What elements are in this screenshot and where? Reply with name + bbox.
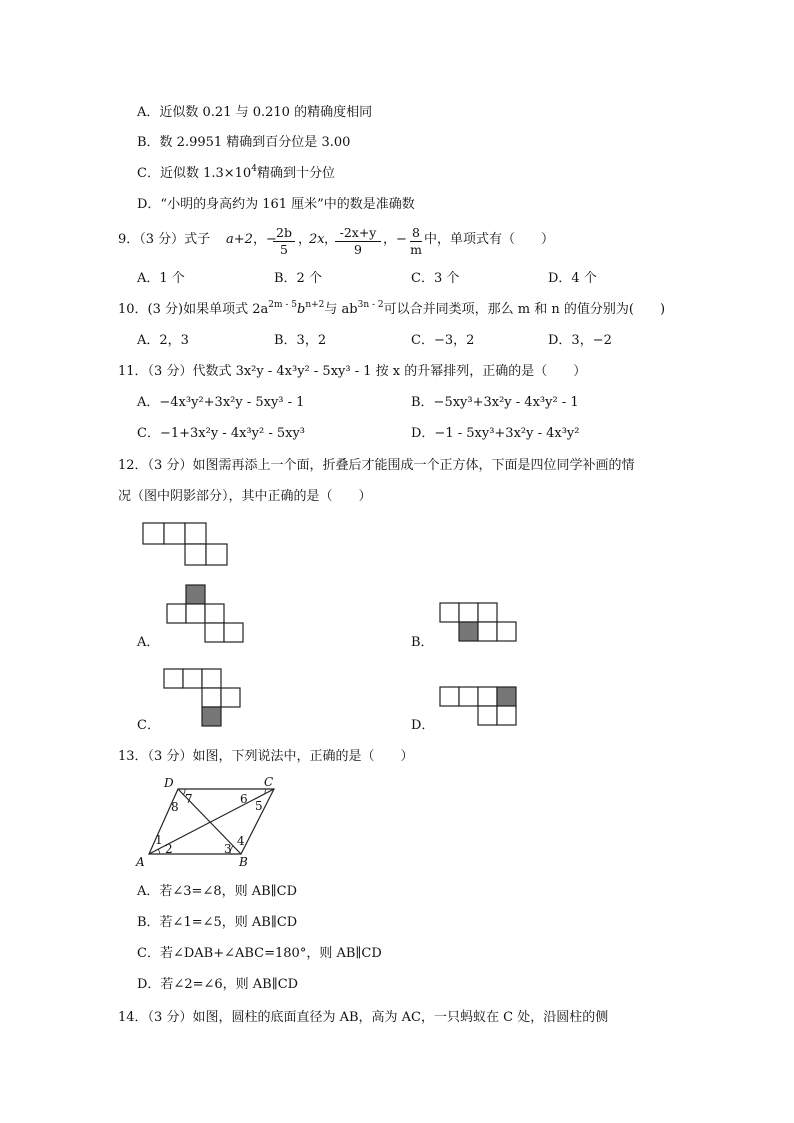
q9-frac3-num: 8 (410, 226, 422, 242)
q12-option-d-figure (439, 686, 519, 728)
q13-option-c: C．若∠DAB+∠ABC=180°，则 AB∥CD (137, 946, 382, 961)
label-vertex-c: C (264, 775, 274, 789)
q12-option-c-figure (163, 668, 243, 730)
q8-option-c-exp: 4 (251, 164, 257, 174)
q9-option-d: D．4 个 (548, 271, 597, 286)
q10-stem-mid: 与 ab (324, 302, 358, 317)
q12-option-c-label: C． (137, 718, 160, 733)
q8-option-a: A．近似数 0.21 与 0.210 的精确度相同 (137, 105, 373, 120)
q9-sep4: ，− (383, 232, 407, 247)
q9-sep1: ，− (253, 232, 277, 247)
q8-option-c (137, 166, 335, 182)
q12-option-a-figure (165, 584, 247, 646)
q9-fraction-3 (410, 226, 422, 257)
q10-exp2: n+2 (305, 300, 325, 310)
label-vertex-d: D (164, 776, 174, 790)
q13-option-d: D．若∠2=∠6，则 AB∥CD (137, 977, 299, 992)
q11-option-b: B．−5xy³+3x²y - 4x³y² - 1 (411, 395, 579, 410)
q11-option-d: D．−1 - 5xy³+3x²y - 4x³y² (411, 426, 580, 441)
q9-expr1: a+2 (226, 232, 253, 247)
q10-option-c: C．−3，2 (411, 333, 475, 348)
q12-option-b-figure (439, 602, 519, 644)
q10-option-b: B．3，2 (274, 333, 327, 348)
q11-option-c: C．−1+3x²y - 4x³y² - 5xy³ (137, 426, 306, 441)
q9-sep2: ， (298, 232, 312, 247)
q10-option-d: D．3，−2 (548, 333, 612, 348)
q11-stem: 11．（3 分）代数式 3x²y - 4x³y² - 5xy³ - 1 按 x 的升幂排列，正确的是（ ） (118, 364, 587, 379)
q9-frac3-den: m (410, 242, 422, 257)
q11-option-a: A．−4x³y²+3x²y - 5xy³ - 1 (137, 395, 305, 410)
label-angle-8: 8 (171, 800, 179, 814)
q8-option-c-pre: C．近似数 1.3×10 (137, 166, 252, 181)
q10-exp3: 3n - 2 (357, 300, 384, 310)
angle-arc-2 (158, 849, 160, 854)
label-angle-2: 2 (165, 842, 173, 856)
q9-option-b: B．2 个 (274, 271, 322, 286)
label-angle-6: 6 (240, 792, 248, 806)
q12-option-a-label: A． (137, 635, 160, 650)
label-angle-5: 5 (255, 799, 263, 813)
q10-stem (118, 302, 665, 318)
q14-stem: 14．（3 分）如图，圆柱的底面直径为 AB，高为 AC，一只蚂蚁在 C 处，沿圆柱的侧 (118, 1010, 609, 1025)
q10-exp1: 2m - 5 (268, 300, 297, 310)
q12-stem-line1: 12．（3 分）如图需再添上一个面，折叠后才能围成一个正方体，下面是四位同学补画的情 (118, 458, 635, 473)
label-angle-4: 4 (237, 834, 245, 848)
q8-option-d: D．“小明的身高约为 161 厘米”中的数是准确数 (137, 197, 415, 212)
q9-option-a: A．1 个 (137, 271, 185, 286)
q13-option-a: A．若∠3=∠8，则 AB∥CD (137, 884, 298, 899)
q9-prefix: 9．（3 分）式子 (118, 232, 211, 247)
q10-option-a: A．2，3 (137, 333, 189, 348)
q9-expr3: 2x (309, 232, 325, 247)
q10-b-letter: b (297, 302, 306, 317)
label-vertex-b: B (239, 855, 248, 869)
q9-fraction-1 (273, 226, 295, 257)
q10-stem-pre: 10．(3 分)如果单项式 2a (118, 302, 269, 317)
q12-option-b-label: B． (411, 635, 434, 650)
q13-stem: 13．（3 分）如图，下列说法中，正确的是（ ） (118, 749, 414, 764)
q9-sep3: ， (324, 232, 338, 247)
q12-base-net-figure (142, 522, 232, 568)
q8-option-c-post: 精确到十分位 (256, 166, 335, 181)
q9-fraction-2 (335, 226, 381, 257)
q10-stem-post: 可以合并同类项，那么 m 和 n 的值分别为( ) (383, 302, 666, 317)
q12-stem-line2: 况（图中阴影部分），其中正确的是（ ） (118, 489, 372, 504)
label-vertex-a: A (136, 855, 145, 869)
label-angle-7: 7 (185, 792, 193, 806)
q13-option-b: B．若∠1=∠5，则 AB∥CD (137, 915, 298, 930)
q13-parallelogram-figure (130, 774, 290, 870)
q9-frac1-den: 5 (280, 242, 288, 257)
q12-option-d-label: D． (411, 718, 435, 733)
q9-frac2-num: -2x+y (335, 226, 381, 242)
label-angle-1: 1 (155, 833, 163, 847)
q9-frac1-num: 2b (273, 226, 295, 242)
q8-option-b: B．数 2.9951 精确到百分位是 3.00 (137, 135, 351, 150)
q9-option-c: C．3 个 (411, 271, 460, 286)
q9-suffix: 中，单项式有（ ） (424, 232, 555, 247)
q9-frac2-den: 9 (354, 242, 362, 257)
label-angle-3: 3 (224, 842, 232, 856)
